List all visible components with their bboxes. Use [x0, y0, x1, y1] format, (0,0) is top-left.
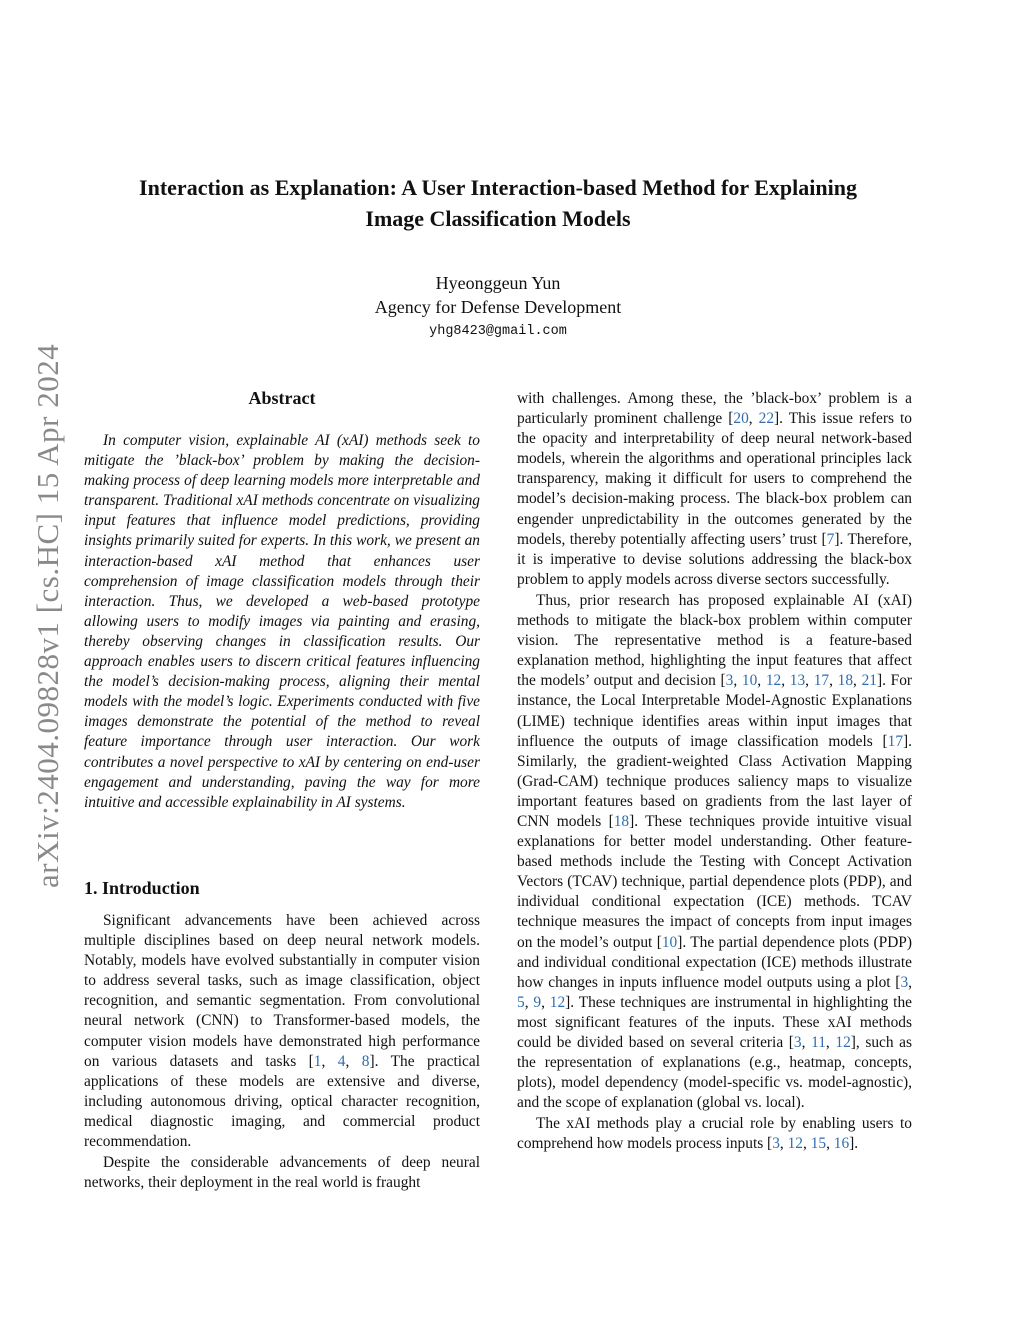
abstract-body: [84, 431, 480, 813]
text-run: ,: [853, 672, 862, 690]
text-run: ,: [541, 993, 550, 1011]
text-run: with challenges. Among these, the ’black-box’ problem is a particularly prominent challenge [: [517, 390, 912, 428]
text-run: Significant advancements have been achieved across multiple disciplines based on deep neural network models. Notably, models have evolved substantially in computer vision to address several tasks, such as image classification, object recognition, and semantic segmentation. From convolutional neural network (CNN) to Transformer-based models, the computer vision models have demonstrated high performance on various datasets and tasks [: [84, 912, 480, 1070]
citation-link[interactable]: 10: [661, 933, 678, 951]
right-paragraph-3: [517, 1114, 912, 1154]
citation-link[interactable]: 3: [900, 973, 909, 991]
citation-link[interactable]: 1: [313, 1052, 322, 1070]
text-run: ,: [733, 672, 742, 690]
right-paragraph-2: [517, 591, 912, 1113]
text-run: ]. The practical applications of these models are extensive and diverse, including autonomous driving, optical character recognition, medical diagnostic imaging, and commercial product recommendation.: [84, 1052, 480, 1151]
text-run: ].: [849, 1135, 859, 1153]
section-heading-introduction: 1. Introduction: [84, 878, 200, 898]
citation-link[interactable]: 20: [733, 410, 749, 428]
text-run: ,: [748, 410, 759, 428]
text-run: ,: [908, 973, 912, 991]
citation-link[interactable]: 3: [772, 1135, 780, 1153]
citation-link[interactable]: 12: [835, 1034, 851, 1051]
author-email[interactable]: yhg8423@gmail.com: [429, 324, 567, 339]
intro-paragraph-1: [84, 911, 480, 1152]
citation-link[interactable]: 7: [826, 530, 835, 548]
text-run: ,: [757, 672, 766, 690]
citation-link[interactable]: 16: [833, 1135, 850, 1153]
author-affiliation: Agency for Defense Development: [374, 297, 622, 317]
text-run: ]. These techniques are instrumental in highlighting the most significant features of the inputs. These xAI methods could be divided based on several criteria [: [517, 993, 912, 1051]
arxiv-identifier: arXiv:2404.09828v1 [cs.HC] 15 Apr 2024: [30, 343, 65, 888]
text-run: ,: [779, 1135, 788, 1153]
citation-link[interactable]: 11: [811, 1034, 826, 1051]
citation-link[interactable]: 4: [337, 1052, 346, 1070]
citation-link[interactable]: 13: [789, 672, 806, 690]
author-name: Hyeonggeun Yun: [435, 273, 561, 293]
text-run: ]. For instance, the Local Interpretable Model-Agnostic Explanations (LIME) technique identifies areas within input images that influence the outputs of image classification models [: [517, 672, 913, 750]
citation-link[interactable]: 12: [549, 993, 566, 1011]
right-paragraph-1: [517, 389, 912, 590]
citation-link[interactable]: 17: [813, 672, 830, 690]
text-run: ,: [829, 672, 838, 690]
citation-link[interactable]: 17: [887, 732, 904, 750]
text-run: ,: [826, 1135, 834, 1153]
text-run: ], such as the representation of explanations (e.g., heatmap, concepts, plots), model dependency (model-specific vs. model-agnostic), and the scope of explanation (global vs. local).: [517, 1034, 912, 1112]
text-run: The xAI methods play a crucial role by enabling users to comprehend how models process inputs [: [517, 1115, 912, 1153]
title-line-1: Interaction as Explanation: A User Interaction-based Method for Explaining: [139, 175, 857, 200]
text-run: Thus, prior research has proposed explainable AI (xAI) methods to mitigate the black-box problem within computer vision. The representative method is a feature-based explanation method, highlighting the input features that affect the models’ output and decision [: [517, 591, 912, 690]
text-run: ,: [805, 672, 814, 690]
text-run: ]. These techniques provide intuitive visual explanations for better model understanding. Other feature-based methods include the Testing with Concept Activation Vectors (TCAV) technique, partial dependence plots (PDP), and individual conditional expectation (ICE) methods. TCAV technique measures the impact of concepts from input images on the model’s output [: [517, 812, 912, 951]
text-run: ,: [802, 1135, 811, 1153]
introduction-right-column: [517, 389, 912, 1155]
citation-link[interactable]: 3: [793, 1034, 802, 1051]
intro-paragraph-2: Despite the considerable advancements of deep neural networks, their deployment in the real world is fraught: [84, 1154, 480, 1192]
abstract-paragraph: In computer vision, explainable AI (xAI) methods seek to mitigate the ’black-box’ problem by making the decision-making process of deep learning models more interpretable and transparent. Traditional xAI methods concentrate on visualizing input features that influence model predictions, providing insights primarily suited for experts. In this work, we present an interaction-based xAI method that enhances user comprehension of image classification models through their interaction. Thus, we developed a web-based prototype allowing users to modify images via painting and erasing, thereby observing changes in classification results. Our approach enables users to discern critical features influencing the model’s decision-making process, aligning their mental models with the model’s logic. Experiments conducted with five images demonstrate the potential of the method to reveal feature importance through user interaction. Our work contributes a novel perspective to xAI by centering on end-user engagement and understanding, paving the way for more intuitive and accessible explainability in AI systems.: [84, 432, 480, 811]
text-run: ,: [801, 1034, 812, 1051]
citation-link[interactable]: 9: [533, 993, 542, 1011]
citation-link[interactable]: 18: [613, 812, 630, 830]
text-run: ]. This issue refers to the opacity and interpretability of deep neural network-based models, wherein the algorithms and operational principles lack transparency, making it difficult for users to comprehend the model’s decision-making process. The black-box problem can engender unpredictability in the outcomes generated by the models, thereby potentially affecting users’ trust [: [517, 410, 913, 548]
citation-link[interactable]: 10: [741, 672, 758, 690]
title-line-2: Image Classification Models: [365, 206, 631, 231]
citation-link[interactable]: 12: [765, 672, 782, 690]
citation-link[interactable]: 15: [810, 1135, 827, 1153]
introduction-left-column: [84, 911, 480, 1193]
text-run: ,: [524, 993, 534, 1011]
citation-link[interactable]: 8: [361, 1052, 370, 1070]
text-run: ,: [321, 1052, 338, 1070]
citation-link[interactable]: 5: [517, 993, 525, 1011]
text-run: ]. The partial dependence plots (PDP) and individual conditional expectation (ICE) methods illustrate how changes in inputs influence model outputs using a plot [: [517, 933, 912, 991]
abstract-heading: Abstract: [248, 388, 316, 408]
text-run: ]. Therefore, it is imperative to devise solutions addressing the black-box problem to apply models across diverse sectors successfully.: [517, 530, 913, 588]
text-run: ,: [781, 672, 790, 690]
citation-link[interactable]: 3: [725, 672, 734, 690]
citation-link[interactable]: 12: [787, 1135, 803, 1153]
text-run: ,: [825, 1034, 836, 1051]
text-run: ,: [345, 1052, 362, 1070]
citation-link[interactable]: 18: [837, 672, 854, 690]
citation-link[interactable]: 22: [758, 410, 775, 428]
text-run: ]. Similarly, the gradient-weighted Class Activation Mapping (Grad-CAM) technique produces saliency maps to visualize important features based on gradients from the last layer of CNN models [: [517, 732, 912, 830]
paper-title: [80, 172, 916, 234]
citation-link[interactable]: 21: [861, 672, 877, 690]
